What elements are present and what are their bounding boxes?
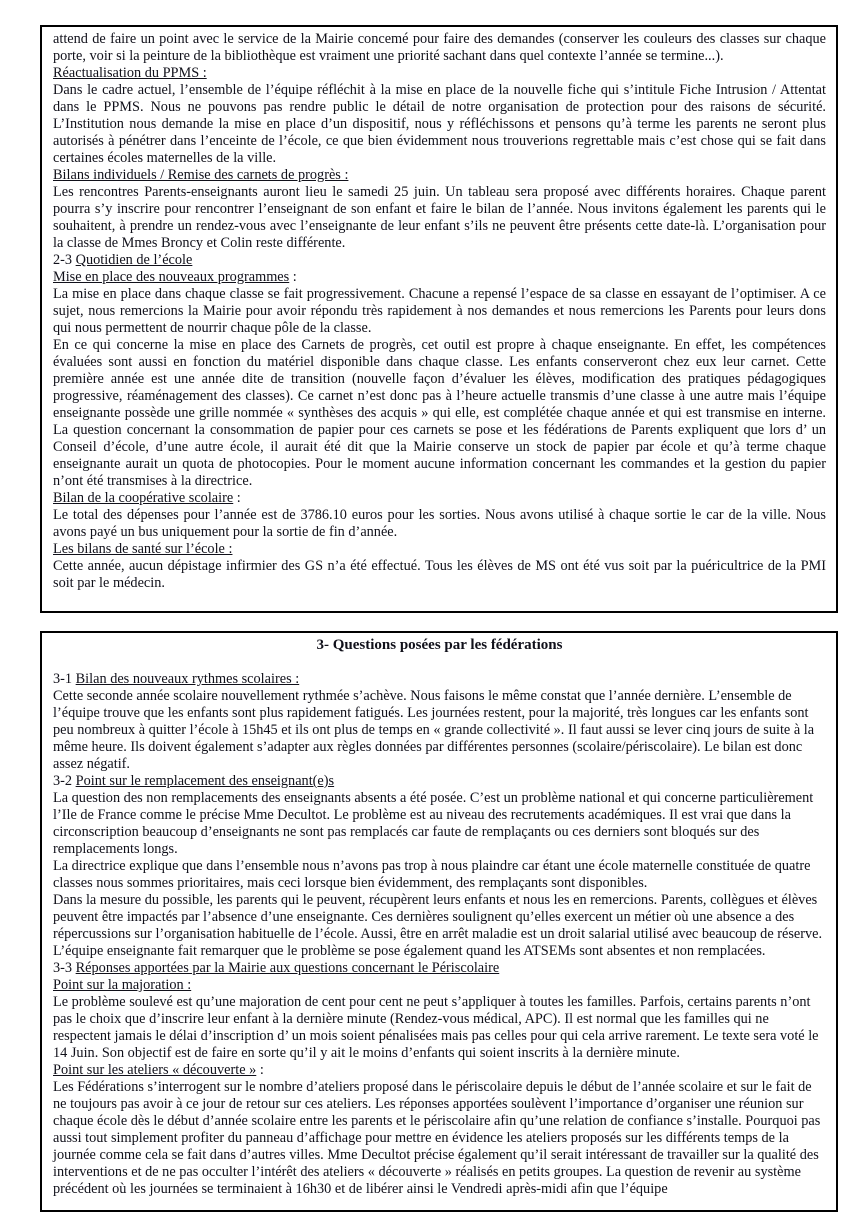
heading-underlined-text: Les bilans de santé sur l’école : [53,541,233,557]
heading-underlined-text: Point sur la majoration : [53,977,192,993]
heading-underlined-text: Bilans individuels / Remise des carnets de progrès : [53,167,349,183]
heading-number: 3-2 [53,773,76,789]
section-heading [53,773,826,790]
heading-underlined-text: Bilan des nouveaux rythmes scolaires : [75,671,300,687]
section-heading [53,490,826,507]
section-heading [53,167,826,184]
section3-text-box [40,631,838,1212]
section-heading [53,541,826,558]
heading-underlined-text: Quotidien de l’école [75,252,193,268]
paragraph: Les rencontres Parents-enseignants auront lieu le samedi 25 juin. Un tableau sera proposé avec différents horaires. Chaque parent pourra s’y inscrire pour rencontrer l’enseignant de son enfant et faire le bilan de l’année. Nous invitons également les parents qui le souhaitent, à prendre un rendez-vous avec l’enseignante de leur enfant s’ils ne peuvent être présents cette date-là. L’organisation pour la classe de Mmes Broncy et Colin reste différente. [53,184,826,251]
section-heading [53,252,826,269]
section2-text-box [40,25,838,613]
section-heading [53,1062,826,1079]
heading-underlined-text: Réactualisation du PPMS : [53,65,207,81]
paragraph: La mise en place dans chaque classe se fait progressivement. Chacune a repensé l’espace de sa classe en essayant de l’optimiser. A ce sujet, nous remercions la Mairie pour avoir répondu très rapidement à nos demandes et nous remercions les Parents pour leurs dons qui nous permettent de nourrir chaque pôle de la classe. [53,286,826,336]
paragraph: Les Fédérations s’interrogent sur le nombre d’ateliers proposé dans le périscolaire depuis le début de l’année scolaire et sur le fait de ne toujours pas avoir à ce jour de retour sur ces ateliers. Les réponses apportées soulèvent l’importance d’organiser une réunion sur chaque école dès le début d’année scolaire entre les parents et le périscolaire afin qu’une relation de confiance s’installe. Pourquoi pas aussi tout simplement profiter du panneau d’affichage pour mettre en évidence les ateliers proposés sur les différents temps de la journée comme cela se fait dans d’autres villes. Mme Decultot précise également qu’il serait intéressant de travailler sur la qualité des interventions et de ne pas occulter l’intérêt des ateliers « découverte » réalisés en petits groupes. La question de revenir au système précédent où les journées se terminaient à 16h30 et de libérer ainsi le Vendredi après-midi afin que l’équipe [53,1079,821,1197]
heading-number: 2-3 [53,252,76,268]
section-heading [53,269,826,286]
blank-line [53,654,826,671]
heading-underlined-text: Mise en place des nouveaux programmes [53,269,290,285]
heading-number: 3-1 [53,671,76,687]
paragraph: La question des non remplacements des enseignants absents a été posée. C’est un problème national et qui concerne particulièrement l’Ile de France comme le précise Mme Decultot. Le problème est au niveau des recrutements académiques. Il est vrai que dans la circonscription beaucoup d’enseignants ne sont pas remplacés car faute de remplaçants ou ces derniers sont bloqués sur des remplacements longs. [53,790,814,857]
heading-suffix: : [289,269,297,285]
paragraph: En ce qui concerne la mise en place des Carnets de progrès, cet outil est propre à chaque enseignante. En effet, les compétences évaluées sont aussi en fonction du matériel disponible dans chaque classe. Les enfants conserveront chez eux leur carnet. Cette première année est une année dite de transition (nouvelle façon d’évaluer les élèves, modification des pratiques pédagogiques progressive, réaménagement des classes). Ce carnet n’est donc pas à l’heure actuelle transmis d’une classe à une autre mais l’équipe enseignante possède une grille nommée « synthèses des acquis » qui elle, est complétée chaque année et qui est transmise en interne. La question concernant la consommation de papier pour ces carnets se pose et les fédérations de Parents expliquent que lors d’ un Conseil d’école, d’une autre école, il aurait été dit que la Mairie conserve un stock de papier par école et qu’à terme chaque enseignante aurait un quota de photocopies. Pour le moment aucune information concernant les commandes et la gestion du papier n’ont été transmises à la directrice. [53,337,826,489]
section-heading [53,671,826,688]
paragraph: Le problème soulevé est qu’une majoration de cent pour cent ne peut s’appliquer à toutes les familles. Parfois, certains parents n’ont pas le choix que d’inscrire leur enfant à la dernière minute (Rendez-vous médical, APC). Il est normal que les familles qui ne respectent jamais le délai d’inscription d’ un mois soient pénalisées mais pas celles pour qui cela arrive rarement. Le texte sera voté le 14 Juin. Son objectif est de faire en sorte qu’il y ait le moins d’enfants qui soient inscrits à la dernière minute. [53,994,819,1061]
section-heading [53,960,826,977]
paragraph: Dans la mesure du possible, les parents qui le peuvent, récupèrent leurs enfants et nous les en remercions. Parents, collègues et élèves peuvent être impactés par l’absence d’une enseignante. Ces dernières soulignent qu’elles exercent un métier où une absence a des répercussions sur l’organisation habituelle de l’école. Aussi, être en arrêt maladie est un droit salarial utilisé avec beaucoup de réserve. L’équipe enseignante fait remarquer que le problème se pose également quand les ATSEMs sont absentes et non remplacées. [53,892,823,959]
section-heading [53,977,826,994]
paragraph: La directrice explique que dans l’ensemble nous n’avons pas trop à nous plaindre car étant une école maternelle constituée de quatre classes nous sommes prioritaires, mais ceci lorsque bien évidemment, des remplaçants sont disponibles. [53,858,811,891]
heading-suffix: : [256,1062,264,1078]
paragraph: Cette seconde année scolaire nouvellement rythmée s’achève. Nous faisons le même constat que l’année dernière. L’ensemble de l’équipe trouve que les enfants sont plus rapidement fatigués. Les journées restent, pour la majorité, très longues car les enfants sont peu nombreux à quitter l’école à 15h45 et ils ont plus de temps en « grande collectivité ». Il faut aussi se lever cinq jours de suite à la même heure. Ils doivent également s’adapter aux règles données par différentes personnes (scolaire/périscolaire). Le bilan est donc assez négatif. [53,688,815,772]
paragraph: Le total des dépenses pour l’année est de 3786.10 euros pour les sorties. Nous avons utilisé à chaque sortie le car de la ville. Nous avons payé un bus uniquement pour la sortie de fin d’année. [53,507,826,540]
heading-underlined-text: Réponses apportées par la Mairie aux questions concernant le Périscolaire [75,960,500,976]
paragraph: Dans le cadre actuel, l’ensemble de l’équipe réfléchit à la mise en place de la nouvelle fiche qui s’intitule Fiche Intrusion / Attentat dans le PPMS. Nous ne pouvons pas rendre public le détail de notre organisation de protection pour des raisons de sécurité. L’Institution nous demande la mise en place d’un dispositif, nous y réfléchissons et pensons qu’à terme les parents ne seront plus autorisés à pénétrer dans l’enceinte de l’école, ce que bien évidemment nous trouverions regrettable mais c’est chose qui se fait dans certaines écoles maternelles de la ville. [53,82,826,166]
heading-number: 3-3 [53,960,76,976]
paragraph: Cette année, aucun dépistage infirmier des GS n’a été effectué. Tous les élèves de MS ont été vus soit par la puéricultrice de la PMI soit par le médecin. [53,558,826,591]
paragraph: attend de faire un point avec le service de la Mairie concemé pour faire des demandes (conserver les couleurs des classes sur chaque porte, voir si la peinture de la bibliothèque est vraiment une priorité sachant dans quel contexte l’année se termine...). [53,31,826,64]
heading-suffix: : [233,490,241,506]
heading-underlined-text: Point sur le remplacement des enseignant(e)s [75,773,335,789]
section-title: 3- Questions posées par les fédérations [316,637,563,653]
section-heading [53,65,826,82]
heading-underlined-text: Bilan de la coopérative scolaire [53,490,234,506]
heading-underlined-text: Point sur les ateliers « découverte » [53,1062,257,1078]
